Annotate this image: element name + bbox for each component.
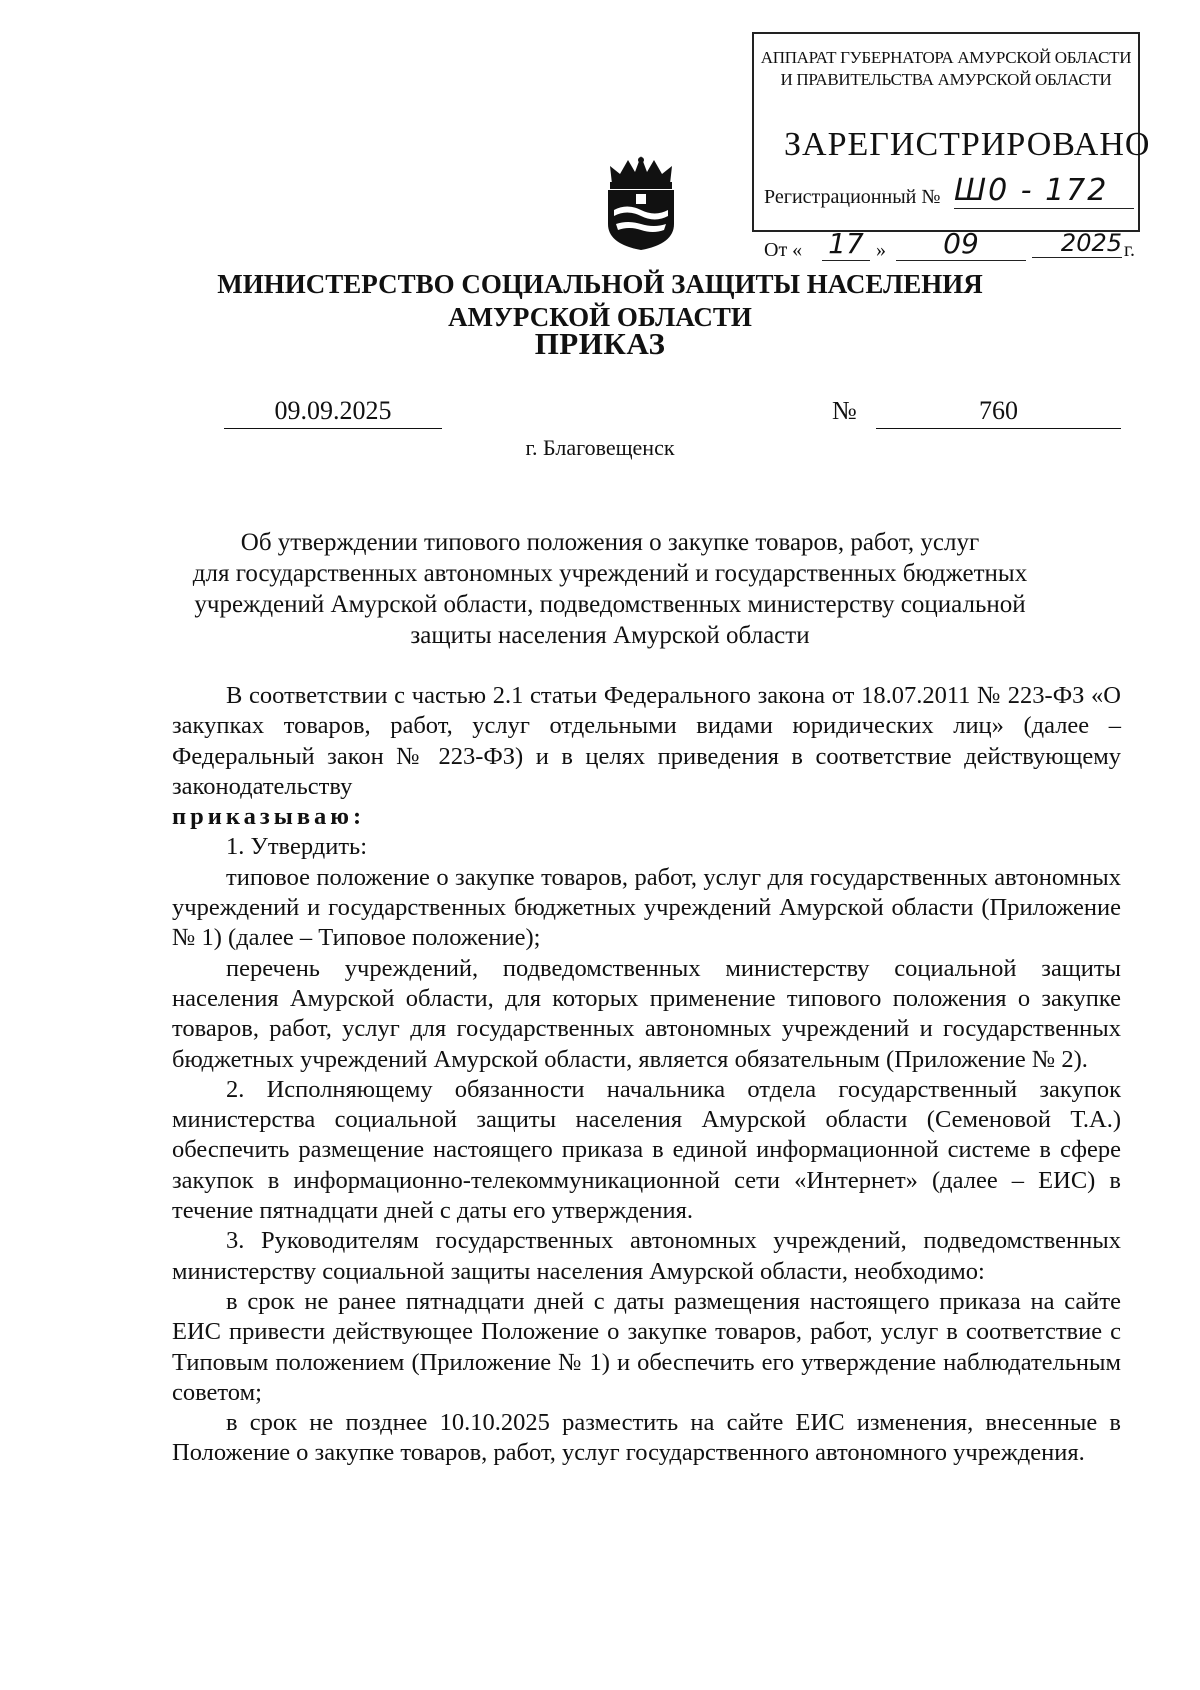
city: г. Благовещенск xyxy=(525,435,675,460)
preamble-paragraph: В соответствии с частью 2.1 статьи Федерального закона от 18.07.2011 № 223-ФЗ «О закупках товаров, работ, услуг отдельными видами юридических лиц» (далее – Федеральный закон № 223-ФЗ) и в целях приведения в соответствие действующему законодательству xyxy=(172,682,1121,800)
stamp-reg-number-handwritten: Ш0 - 172 xyxy=(954,174,1134,209)
ministry-name-line2: АМУРСКОЙ ОБЛАСТИ xyxy=(448,302,752,332)
subject-line: защиты населения Амурской области xyxy=(410,622,810,649)
clause-1b: перечень учреждений, подведомственных министерству социальной защиты населения Амурской области, для которых применение типового положения о закупке товаров, работ, услуг для государственных автономных учреждений и государственных бюджетных учреждений Амурской области, является обязательным (Приложение № 2). xyxy=(172,954,1121,1073)
order-number: 760 xyxy=(876,394,1121,429)
order-word: приказываю: xyxy=(172,803,366,831)
stamp-org-line2: И ПРАВИТЕЛЬСТВА АМУРСКОЙ ОБЛАСТИ xyxy=(780,70,1112,89)
registration-stamp xyxy=(752,32,1151,261)
stamp-org-line1: АППАРАТ ГУБЕРНАТОРА АМУРСКОЙ ОБЛАСТИ xyxy=(760,48,1132,67)
order-subject xyxy=(150,527,1070,651)
document-type: ПРИКАЗ xyxy=(534,326,666,361)
stamp-date-month: 09 xyxy=(896,227,1026,261)
order-date: 09.09.2025 xyxy=(224,394,442,429)
clause-1a: типовое положение о закупке товаров, работ, услуг для государственных автономных учреждений и государственных бюджетных учреждений Амурской области (Приложение № 1) (далее – Типовое положение); xyxy=(172,863,1121,952)
ministry-name-line1: МИНИСТЕРСТВО СОЦИАЛЬНОЙ ЗАЩИТЫ НАСЕЛЕНИЯ xyxy=(217,269,983,299)
crown-icon xyxy=(610,156,672,189)
order-body xyxy=(172,681,1121,1469)
clause-2: 2. Исполняющему обязанности начальника отдела государственный закупок министерства социальной защиты населения Амурской области (Семеновой Т.А.) обеспечить размещение настоящего приказа в единой информационной системе в сфере закупок в информационно-телекоммуникационной сети «Интернет» (далее – ЕИС) в течение пятнадцати дней с даты его утверждения. xyxy=(172,1075,1121,1225)
stamp-registered-title: ЗАРЕГИСТРИРОВАНО xyxy=(784,126,1151,163)
clause-1-title: 1. Утвердить: xyxy=(226,833,368,861)
ministry-name xyxy=(0,268,1200,334)
subject-line: для государственных автономных учреждений и государственных бюджетных xyxy=(192,560,1028,587)
coat-of-arms-icon xyxy=(600,154,682,252)
stamp-date-suffix: г. xyxy=(1124,239,1135,261)
order-number-label: № xyxy=(832,396,857,425)
subject-line: Об утверждении типового положения о закупке товаров, работ, услуг xyxy=(240,529,980,556)
stamp-reg-number-label: Регистрационный № xyxy=(764,186,941,208)
clause-3: 3. Руководителям государственных автономных учреждений, подведомственных министерству социальной защиты населения Амурской области, необходимо: xyxy=(172,1227,1121,1285)
stamp-date-day: 17 xyxy=(822,227,870,261)
stamp-date-year: 2025 xyxy=(1032,229,1122,258)
clause-3b: в срок не позднее 10.10.2025 разместить на сайте ЕИС изменения, внесенные в Положение о закупке товаров, работ, услуг государственного автономного учреждения. xyxy=(172,1409,1121,1467)
order-word-paragraph xyxy=(172,802,1121,832)
stamp-date-quote: » xyxy=(876,239,886,261)
subject-line: учреждений Амурской области, подведомственных министерству социальной xyxy=(194,591,1026,618)
stamp-date-prefix: От « xyxy=(764,239,803,261)
clause-3a: в срок не ранее пятнадцати дней с даты размещения настоящего приказа на сайте ЕИС привести действующее Положение о закупке товаров, работ, услуг в соответствие с Типовым положением (Приложение № 1) и обеспечить его утверждение наблюдательным советом; xyxy=(172,1287,1121,1406)
